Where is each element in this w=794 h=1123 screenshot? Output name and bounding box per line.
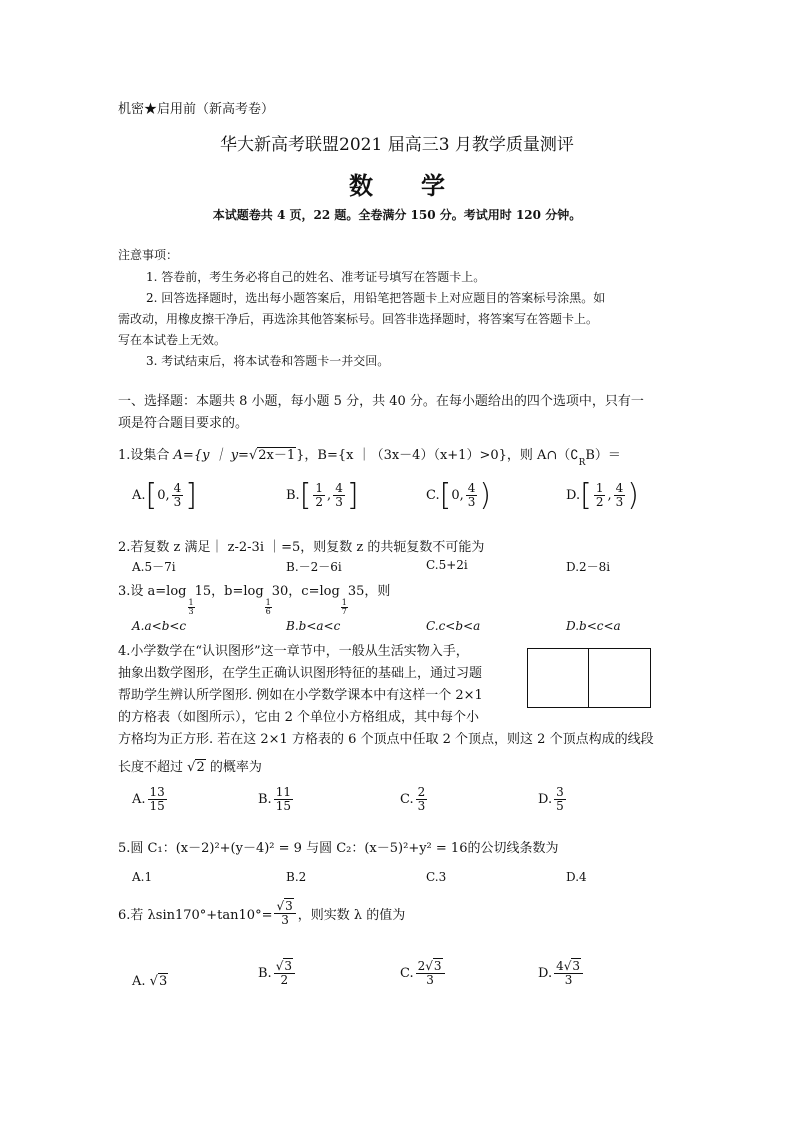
question-4-line: 抽象出数学图形，在学生正确认识图形特征的基础上，通过习题 [118,666,483,681]
question-1-stem: 1.设集合 A={y ｜ y=√2x－1}，B={x ｜（3x－4）（x+1）>0}，则 $A\cap(∁_RB)=$ [118,448,621,468]
grid-2x1-figure [527,648,651,708]
question-3-stem: 3.设 a=log $\frac{1}{3}$ 15，b=log $\frac{1}{6}$ 30，c=log $\frac{1}{7}$ 35，则 [118,584,391,616]
question-2-stem: 2.若复数 z 满足｜ z-2-3i ｜=5，则复数 z 的共轭复数不可能为 [118,540,485,555]
question-6-stem: 6.若 λsin170°+tan10°= $\frac{√3}{3}$ ，则实数 λ 的值为 [118,899,406,927]
section-heading: 一、选择题：本题共 8 小题，每小题 5 分，共 40 分。在每小题给出的四个选项中，只有一 [118,394,644,409]
confidential-label: 机密★启用前（新高考卷） [118,102,275,117]
question-4-line: 4.小学数学在“认识图形”这一章节中，一般从生活实物入手， [118,644,469,659]
q3-option-a: A.a<b<c [132,619,187,633]
question-4-line: 的方格表（如图所示），它由 2 个单位小方格组成，其中每个小 [118,710,480,725]
exam-info: 本试题卷共 4 页，22 题。全卷满分 150 分。考试用时 120 分钟。 [212,208,582,222]
q4-option-d: D. $\frac{3}{5}$ [538,785,564,813]
note-item: 需改动，用橡皮擦干净后，再选涂其他答案标号。回答非选择题时，将答案写在答题卡上。 [118,312,599,326]
question-5-stem: 5.圆 C₁：(x－2)²+(y－4)² = 9 与圆 C₂：(x－5)²+y² = 16的公切线条数为 [118,841,559,856]
exam-title: 华大新高考联盟2021 届高三3 月教学质量测评 [220,135,574,155]
grid-divider [588,649,589,707]
q5-option-d: D.4 [566,870,587,884]
q2-option-b: B.－2－6i [286,560,342,574]
q3-option-b: B.b<a<c [286,619,341,633]
q3-option-d: D.b<c<a [566,619,621,633]
question-4-line: 长度不超过 √2 的概率为 [118,760,262,775]
q1-option-c: C. [ 0, $\frac{4}{3}$ ) [426,478,492,513]
note-item: 写在本试卷上无效。 [118,333,227,347]
q2-option-d: D.2－8i [566,560,611,574]
section-heading-cont: 项是符合题目要求的。 [118,416,249,431]
q2-option-c: C.5+2i [426,558,468,572]
note-item: 3. 考试结束后，将本试卷和答题卡一并交回。 [146,354,390,368]
q4-option-a: A. $\frac{13}{15}$ [132,785,165,813]
subject-title: 数 学 [349,172,445,200]
q6-option-a: A. √ 3 [132,973,168,989]
q5-option-c: C.3 [426,870,447,884]
q5-option-a: A.1 [132,870,153,884]
q2-option-a: A.5－7i [132,560,176,574]
q5-option-b: B.2 [286,870,307,884]
q1-option-b: B. [ $\frac{1}{2}$ , $\frac{4}{3}$ ] [286,478,359,513]
q6-option-c: C. $\frac{2√3}{3}$ [400,960,447,986]
q6-option-b: B. $\frac{√3}{2}$ [258,960,297,986]
question-4-line: 方格均为正方形. 若在这 2×1 方格表的 6 个顶点中任取 2 个顶点，则这 2 个顶点构成的线段 [118,732,654,747]
question-4-line: 帮助学生辨认所学图形. 例如在小学数学课本中有这样一个 2×1 [118,688,483,703]
q1-option-a: A. [ 0, $\frac{4}{3}$ ] [132,478,198,513]
q6-option-d: D. $\frac{4√3}{3}$ [538,960,585,986]
q3-option-c: C.c<b<a [426,619,481,633]
q4-option-c: C. $\frac{2}{3}$ [400,785,426,813]
q4-option-b: B. $\frac{11}{15}$ [258,785,291,813]
q1-option-d: D. [ $\frac{1}{2}$ , $\frac{4}{3}$ ) [566,478,639,513]
notes-heading: 注意事项： [118,248,179,262]
note-item: 2. 回答选择题时，选出每小题答案后，用铅笔把答题卡上对应题目的答案标号涂黑。如 [146,291,606,305]
note-item: 1. 答卷前，考生务必将自己的姓名、准考证号填写在答题卡上。 [146,270,486,284]
